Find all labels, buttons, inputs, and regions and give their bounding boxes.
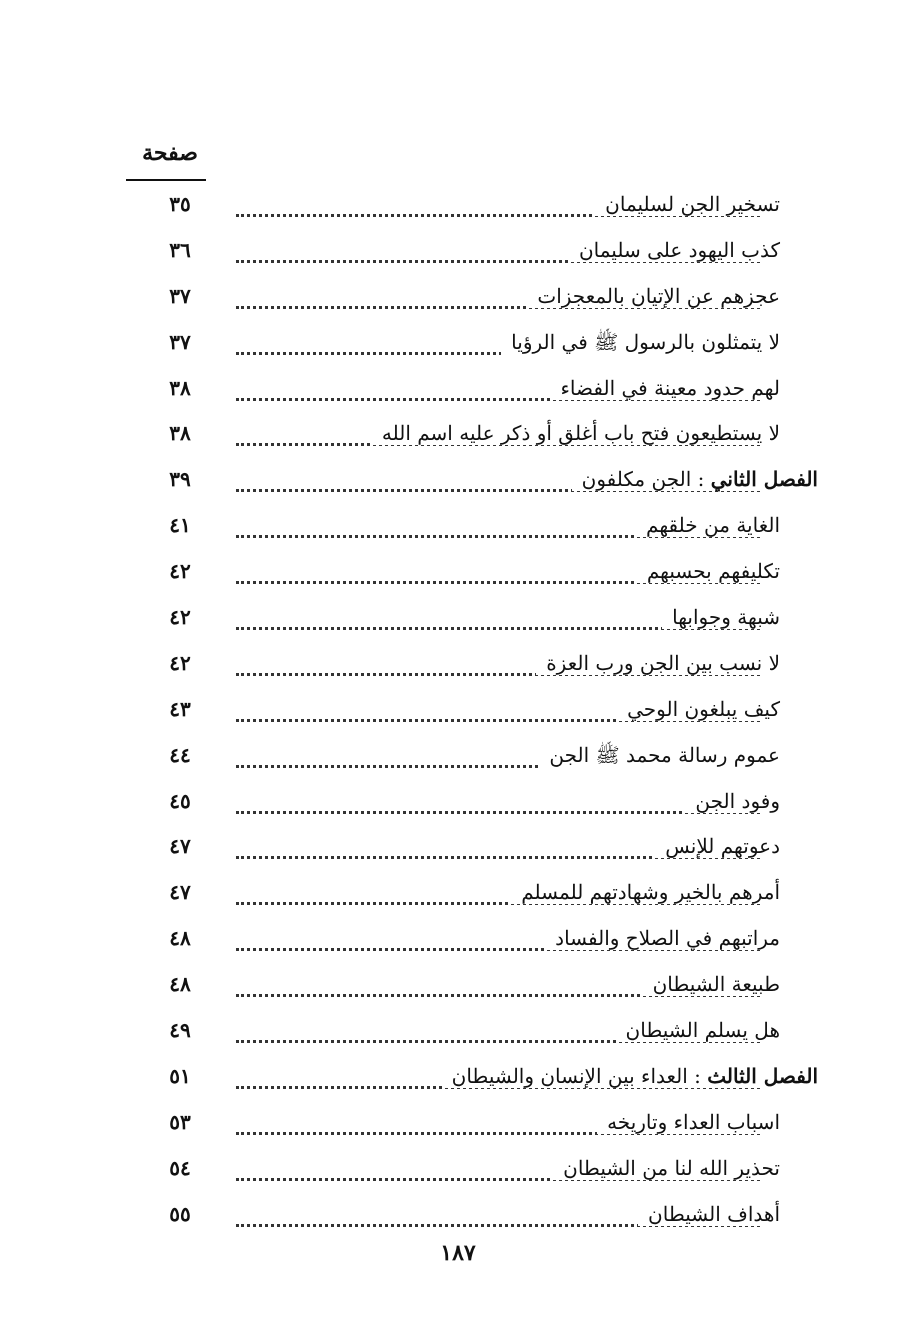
toc-row xyxy=(140,234,800,280)
toc-row xyxy=(140,739,800,785)
toc-row xyxy=(140,280,800,326)
entry-text: عجزهم عن الإتيان بالمعجزات xyxy=(537,283,780,308)
toc-entry-title xyxy=(636,513,780,537)
chapter-label: الفصل الثالث xyxy=(707,1063,818,1088)
toc-page-number: ٤٨ xyxy=(169,972,191,997)
toc-row xyxy=(140,1106,800,1152)
toc-page-number: ٣٨ xyxy=(169,375,191,400)
entry-text: وفود الجن xyxy=(695,788,780,813)
toc-page-number: ٤٣ xyxy=(169,696,191,721)
toc-row xyxy=(140,968,800,1014)
toc-page-number: ٤١ xyxy=(169,513,191,538)
entry-text: تحذير الله لنا من الشيطان xyxy=(563,1155,780,1180)
toc-entry-title xyxy=(511,880,780,904)
entry-text: اسباب العداء وتاريخه xyxy=(607,1109,780,1134)
chapter-label: الفصل الثاني xyxy=(710,467,818,492)
page-number: ١٨٧ xyxy=(440,1240,476,1266)
dot-leader xyxy=(236,811,760,814)
toc-page-number: ٤٧ xyxy=(169,834,191,859)
entry-text: كيف يبلغون الوحي xyxy=(627,696,780,721)
entry-text: أهداف الشيطان xyxy=(648,1201,780,1226)
entry-text: شبهة وجوابها xyxy=(672,605,780,630)
header-rule xyxy=(126,179,206,181)
toc-page-number: ٤٤ xyxy=(169,742,191,767)
toc-entry-title xyxy=(597,1110,780,1134)
toc-row xyxy=(140,693,800,739)
toc-page-number: ٣٧ xyxy=(169,329,191,354)
toc-entry-title xyxy=(501,330,780,359)
toc-page-number: ٤٨ xyxy=(169,926,191,951)
toc-page-number: ٣٦ xyxy=(169,237,191,262)
toc-entry-title xyxy=(572,467,818,491)
toc-entry-title xyxy=(553,1156,780,1180)
toc-entry-title xyxy=(442,1064,818,1088)
toc-page-number: ٣٧ xyxy=(169,283,191,308)
entry-text: : العداء بين الإنسان والشيطان xyxy=(451,1063,701,1088)
toc-row xyxy=(140,188,800,234)
toc-page-number: ٣٥ xyxy=(169,192,191,216)
toc-row xyxy=(140,830,800,876)
toc-row xyxy=(140,922,800,968)
toc-entry-title xyxy=(595,192,780,216)
toc-entry-title xyxy=(643,972,780,996)
toc-entry-title xyxy=(638,1202,780,1226)
entry-text: تسخير الجن لسليمان xyxy=(605,192,780,216)
toc-entry-title xyxy=(569,238,780,262)
toc-page-number: ٥٤ xyxy=(169,1155,191,1180)
toc-row xyxy=(140,417,800,463)
entry-text: هل يسلم الشيطان xyxy=(625,1018,780,1043)
toc-page-number: ٥٥ xyxy=(169,1201,191,1226)
toc-entry-title xyxy=(545,926,780,950)
toc-row xyxy=(140,326,800,372)
toc-entry-title xyxy=(655,834,780,858)
toc-row xyxy=(140,1014,800,1060)
toc-page-number: ٤٥ xyxy=(169,788,191,813)
entry-text: عموم رسالة محمد ﷺ الجن xyxy=(549,742,780,767)
toc-page-number: ٤٢ xyxy=(169,605,191,630)
toc-row xyxy=(140,1198,800,1244)
entry-text: الغاية من خلقهم xyxy=(646,513,780,538)
toc-page-number: ٥١ xyxy=(169,1063,191,1088)
entry-text: : الجن مكلفون xyxy=(581,467,705,492)
entry-text: دعوتهم للإنس xyxy=(665,834,780,859)
toc-page-number: ٤٧ xyxy=(169,880,191,905)
toc-entry-title xyxy=(527,284,780,308)
toc-row xyxy=(140,509,800,555)
toc-page-number: ٣٨ xyxy=(169,421,191,446)
toc-entry-title xyxy=(617,697,780,721)
entry-text: لا يتمثلون بالرسول ﷺ في الرؤيا xyxy=(511,329,780,354)
entry-text: لهم حدود معينة في الفضاء xyxy=(560,375,780,400)
toc-entry-title xyxy=(372,421,780,445)
toc-entry-title xyxy=(637,559,780,583)
toc-row xyxy=(140,876,800,922)
toc-row xyxy=(140,647,800,693)
entry-text: مراتبهم في الصلاح والفساد xyxy=(555,926,780,951)
toc-page-number: ٤٢ xyxy=(169,650,191,675)
entry-text: تكليفهم بحسبهم xyxy=(646,559,780,584)
toc-entry-title xyxy=(662,605,780,629)
toc-page-number: ٤٩ xyxy=(169,1018,191,1043)
entry-text: أمرهم بالخير وشهادتهم للمسلم xyxy=(521,880,780,905)
toc-entry-title xyxy=(536,651,780,675)
toc-row xyxy=(140,372,800,418)
entry-text: لا نسب بين الجن ورب العزة xyxy=(546,650,780,675)
entry-text: لا يستطيعون فتح باب أغلق أو ذكر عليه اسم الله xyxy=(381,421,780,446)
toc-row xyxy=(140,1152,800,1198)
toc-entry-title xyxy=(616,1018,780,1042)
toc-page-number: ٥٣ xyxy=(169,1109,191,1134)
entry-text: طبيعة الشيطان xyxy=(652,972,780,997)
toc-page-number: ٣٩ xyxy=(169,467,191,492)
toc-row xyxy=(140,785,800,831)
toc-page-number: ٤٢ xyxy=(169,559,191,584)
table-of-contents xyxy=(140,188,818,1243)
page-column-header: صفحة xyxy=(142,140,198,166)
entry-text: كذب اليهود على سليمان xyxy=(578,237,780,262)
toc-row xyxy=(140,601,800,647)
toc-row xyxy=(140,555,800,601)
toc-entry-title xyxy=(551,376,780,400)
toc-entry-title xyxy=(685,789,780,813)
toc-entry-title xyxy=(539,743,780,772)
toc-chapter-row xyxy=(140,463,818,509)
toc-chapter-row xyxy=(140,1060,818,1106)
